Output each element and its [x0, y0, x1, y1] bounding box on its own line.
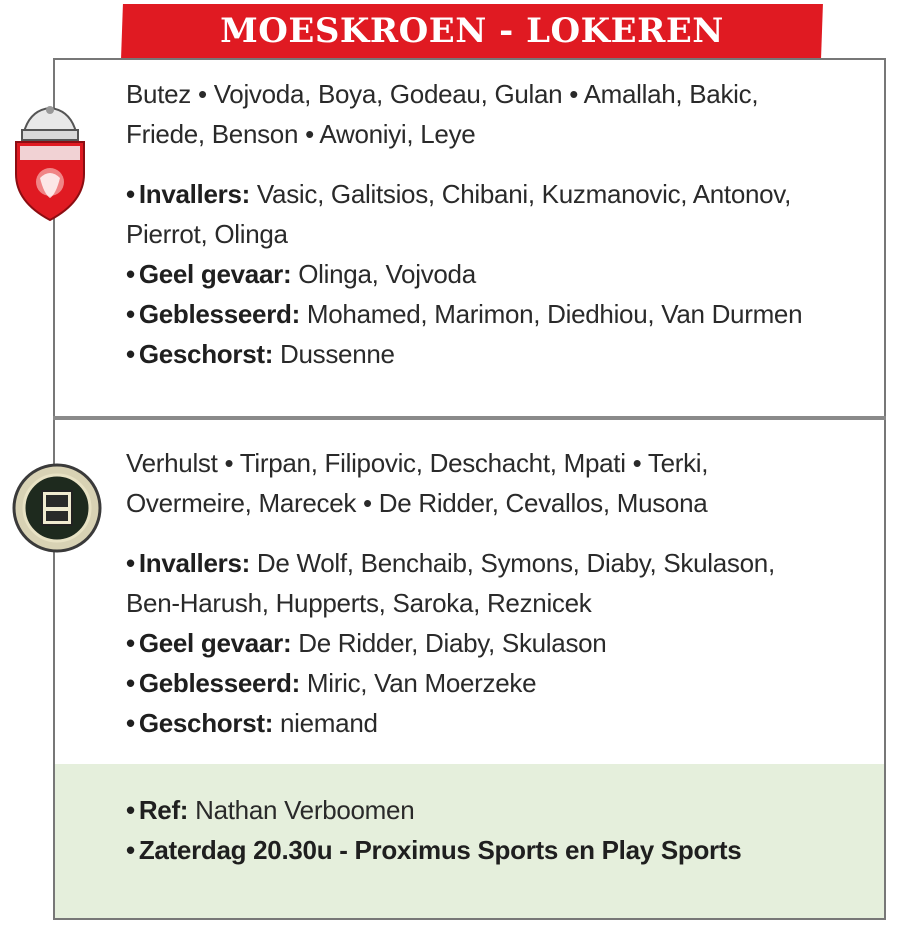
- broadcast-info: • Zaterdag 20.30u - Proximus Sports en Play Sports: [126, 835, 742, 865]
- home-lineup: [126, 74, 876, 154]
- home-invallers-value-cont: Pierrot, Olinga: [126, 219, 288, 249]
- referee: • Ref: Nathan Verboomen: [126, 795, 415, 825]
- footer-section: [126, 790, 876, 870]
- home-invallers: • Invallers: Vasic, Galitsios, Chibani, Kuzmanovic, Antonov, Pierrot, Olinga: [126, 179, 792, 249]
- home-geblesseerd-label: Geblesseerd:: [138, 299, 300, 329]
- section-divider: [53, 416, 886, 420]
- away-geschorst-value: niemand: [280, 708, 378, 738]
- away-geschorst: • Geschorst: niemand: [126, 708, 378, 738]
- home-geel-label: Geel gevaar:: [138, 259, 292, 289]
- lokeren-crest-icon: [12, 463, 102, 553]
- home-geel: • Geel gevaar: Olinga, Vojvoda: [126, 259, 476, 289]
- home-geblesseerd: • Geblesseerd: Mohamed, Marimon, Diedhiou, Van Durmen: [126, 299, 803, 329]
- separator-dot: •: [632, 448, 642, 478]
- away-lineup-midfield-1: Terki,: [647, 448, 709, 478]
- away-invallers-value-cont: Ben-Harush, Hupperts, Saroka, Reznicek: [126, 588, 592, 618]
- separator-dot: •: [569, 79, 579, 109]
- away-geschorst-label: Geschorst:: [138, 708, 274, 738]
- home-geschorst-value: Dussenne: [280, 339, 395, 369]
- referee-label: Ref:: [138, 795, 189, 825]
- away-invallers: • Invallers: De Wolf, Benchaib, Symons, Diaby, Skulason, Ben-Harush, Hupperts, Saroka, Reznicek: [126, 548, 775, 618]
- home-lineup-midfield-2: Friede, Benson: [126, 119, 299, 149]
- home-lineup-midfield-1: Amallah, Bakic,: [583, 79, 759, 109]
- home-section: [126, 74, 876, 374]
- away-invallers-label: Invallers:: [138, 548, 250, 578]
- home-lineup-defenders: Vojvoda, Boya, Godeau, Gulan: [213, 79, 563, 109]
- away-geel-value: De Ridder, Diaby, Skulason: [298, 628, 607, 658]
- mouscron-crest-icon: [10, 102, 90, 224]
- home-geschorst-label: Geschorst:: [138, 339, 274, 369]
- home-geel-value: Olinga, Vojvoda: [298, 259, 476, 289]
- separator-dot: •: [363, 488, 372, 518]
- home-invallers-value: Vasic, Galitsios, Chibani, Kuzmanovic, Antonov,: [256, 179, 792, 209]
- home-lineup-goalkeeper: Butez: [126, 79, 191, 109]
- match-title: MOESKROEN - LOKEREN: [220, 11, 724, 51]
- away-geel: • Geel gevaar: De Ridder, Diaby, Skulason: [126, 628, 607, 658]
- separator-dot: •: [197, 79, 207, 109]
- home-lineup-attackers: Awoniyi, Leye: [319, 119, 476, 149]
- away-lineup-attackers: De Ridder, Cevallos, Musona: [378, 488, 708, 518]
- home-geschorst: • Geschorst: Dussenne: [126, 339, 395, 369]
- away-geblesseerd-label: Geblesseerd:: [138, 668, 300, 698]
- broadcast-value: Zaterdag 20.30u - Proximus Sports en Play Sports: [138, 835, 742, 865]
- away-lineup-midfield-2: Overmeire, Marecek: [126, 488, 357, 518]
- away-lineup: [126, 443, 876, 523]
- away-section: [126, 443, 876, 743]
- separator-dot: •: [224, 448, 234, 478]
- home-invallers-label: Invallers:: [138, 179, 250, 209]
- away-geblesseerd-value: Miric, Van Moerzeke: [306, 668, 537, 698]
- away-invallers-value: De Wolf, Benchaib, Symons, Diaby, Skulason,: [256, 548, 775, 578]
- away-geblesseerd: • Geblesseerd: Miric, Van Moerzeke: [126, 668, 537, 698]
- away-lineup-defenders: Tirpan, Filipovic, Deschacht, Mpati: [239, 448, 626, 478]
- away-lineup-goalkeeper: Verhulst: [126, 448, 218, 478]
- away-geel-label: Geel gevaar:: [138, 628, 292, 658]
- home-geblesseerd-value: Mohamed, Marimon, Diedhiou, Van Durmen: [306, 299, 803, 329]
- separator-dot: •: [305, 119, 314, 149]
- referee-value: Nathan Verboomen: [195, 795, 415, 825]
